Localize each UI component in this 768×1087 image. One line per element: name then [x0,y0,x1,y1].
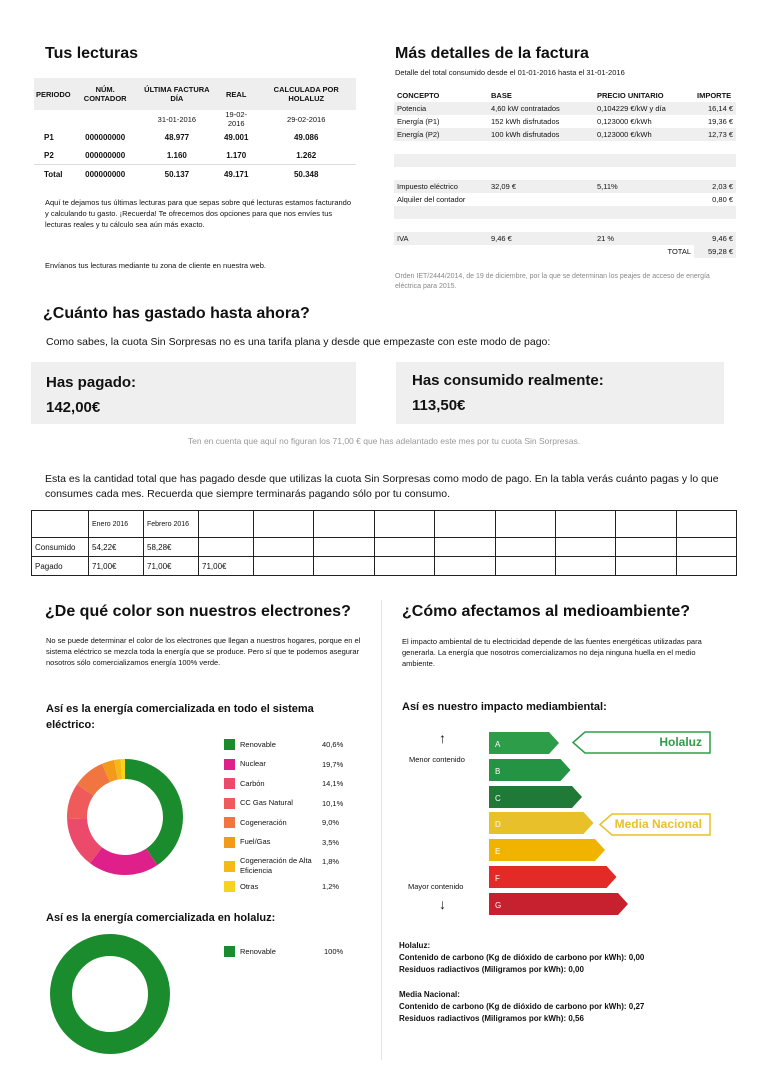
table-cell: 9,46 € [694,232,736,245]
gastado-text: Esta es la cantidad total que has pagado desde que utilizas la cuota Sin Sorpresas como modo de pago. En la tabla verás cuánto pagas y lo que consumes cada mes. Recuerda que siempre terminarás pagando sólo por tu consumo. [45,473,719,500]
pay-header-row [32,511,737,538]
lecturas-dates-row [34,110,356,128]
table-cell: Total [34,165,73,184]
energy-bar-shape [489,786,582,808]
electrones-text: No se puede determinar el color de los electrones que llegan a nuestros hogares, porque en el sistema eléctrico se mezcla toda la energía que se produce. Pero sí que te podemos asegurar nosotros sólo comercializamos energía 100% verde. [46,636,361,667]
holaluz-footprint [399,940,644,976]
spacer-row [394,219,736,232]
table-cell [555,557,615,576]
table-cell: 16,14 € [694,102,736,115]
arrow-up-icon: ↑ [439,730,446,746]
legend-label: Carbón [240,778,265,788]
header-cell: PRECIO UNITARIO [597,90,664,100]
table-cell: IVA [394,232,488,245]
table-cell: 50.137 [138,165,216,184]
legend-value: 40,6% [322,740,344,749]
table-row [394,232,736,245]
table-row [394,193,736,206]
table-cell [555,538,615,557]
month-cell: Febrero 2016 [144,511,199,538]
legend-item [224,798,312,809]
table-row [394,102,736,115]
table-cell [435,538,495,557]
sistema-donut-chart [60,752,190,882]
legend-label: Cogeneración de Alta Eficiencia [240,856,312,875]
pagado-row [32,557,737,576]
lecturas-note-web: Envíanos tus lecturas mediante tu zona de cliente en nuestra web. [45,261,266,270]
table-cell [32,511,89,538]
gastado-note: Ten en cuenta que aquí no figuran los 71,00 € que has adelantado este mes por tu cuota Sin Sorpresas. [187,436,581,446]
media-head: Media Nacional: [399,990,460,999]
table-cell: 100 kWh disfrutados [488,128,594,141]
detalles-subtitle: Detalle del total consumido desde el 01-01-2016 hasta el 31-01-2016 [395,68,625,77]
date-cell: 29-02-2016 [287,114,326,124]
table-cell: 19,36 € [694,115,736,128]
table-row [394,115,736,128]
date-cell [73,110,138,128]
table-cell: 48.977 [164,132,190,142]
table-cell [616,511,676,538]
legend-item [224,739,312,750]
legend-label: Cogeneración [240,817,287,827]
legend-value: 14,1% [322,779,344,788]
table-cell [676,511,736,538]
table-cell: 5,11% [594,180,694,193]
energy-bar-letter: B [495,766,501,776]
legend-value: 9,0% [322,818,340,827]
header-cell: IMPORTE [697,90,732,100]
legend-swatch [224,817,235,828]
table-cell: 0,123000 €/kWh [594,115,694,128]
energy-bar-e [489,839,607,861]
energy-bar-letter: G [495,900,502,910]
table-cell [495,557,555,576]
month-cell: Enero 2016 [89,511,144,538]
table-cell: 0,80 € [694,193,736,206]
table-cell [676,557,736,576]
table-cell: 000000000 [85,132,126,142]
spacer-row [394,141,736,154]
media-tag: Media Nacional [614,817,702,831]
media-carbon: Contenido de carbono (Kg de dióxido de carbono por kWh): 0,27 [399,1002,645,1011]
pie-slice-nuclear [90,847,157,875]
table-row [34,165,356,184]
lecturas-note: Aquí te dejamos tus últimas lecturas para que sepas sobre qué lecturas estamos facturando y calculando tu gasto. ¡Recuerda! Te ofrecemos dos opciones para que nos envíes tus lecturas reales y tu cálculo sea aún más exacto. [45,198,352,229]
table-cell: Energía (P1) [394,115,488,128]
legend-label: Renovable [240,946,276,956]
pagado-label: Has pagado: [46,374,137,391]
media-footprint [399,989,644,1025]
table-cell: 71,00€ [89,557,144,576]
energy-bar-letter: D [495,820,501,830]
table-cell [254,511,314,538]
legend-item [224,946,312,957]
energy-bar-shape [489,866,617,888]
header-cell: PERIODO [34,78,73,110]
consumido-row [32,538,737,557]
table-cell: 71,00€ [199,557,254,576]
legend-item [224,881,312,892]
legend-value: 10,1% [322,798,344,808]
pie-slice-renovable [125,759,183,865]
energy-bar-shape [489,812,594,834]
legend-item [224,817,312,828]
table-cell: Energía (P2) [394,128,488,141]
pagado-box [31,362,356,424]
table-cell: 000000000 [73,165,138,184]
table-cell [254,557,314,576]
table-cell: Potencia [394,102,488,115]
lecturas-title: Tus lecturas [45,45,139,62]
legend-value: 1,8% [322,857,340,866]
energy-bar-g [489,893,630,915]
date-cell [34,110,73,128]
legend-label: Otras [240,881,259,891]
header-cell: ÚLTIMA FACTURA DÍA [138,78,216,110]
energy-bar-letter: F [495,874,500,883]
arrow-down-icon: ↓ [439,896,446,912]
legend-swatch [224,861,235,872]
energy-bar-a [489,732,561,754]
table-cell: 54,22€ [89,538,144,557]
energy-bar-d [489,812,596,834]
table-cell [374,557,434,576]
table-cell [314,557,374,576]
legend-label: Fuel/Gas [240,837,271,846]
gastado-title: ¿Cuánto has gastado hasta ahora? [43,305,310,322]
spacer-row [394,167,736,180]
table-cell: 49.086 [293,132,319,142]
energy-bar-shape [489,839,605,861]
energy-bar-shape [489,759,571,781]
table-cell: 49.171 [216,165,257,184]
table-cell: 000000000 [85,150,126,160]
table-row [394,128,736,141]
table-cell: 0,104229 €/kW y día [594,102,694,115]
table-cell [314,538,374,557]
media-residuos: Residuos radiactivos (Miligramos por kWh): 0,56 [399,1014,584,1023]
table-cell: P1 [44,132,54,142]
table-cell [435,557,495,576]
table-cell: Alquiler del contador [394,193,694,206]
pagado-value: 142,00€ [46,399,101,416]
legend-value: 3,5% [322,837,340,847]
legend-swatch [224,946,235,957]
table-cell [254,538,314,557]
legend-item [224,837,312,848]
table-cell: 50.348 [256,165,356,184]
table-cell [314,511,374,538]
holaluz-residuos: Residuos radiactivos (Miligramos por kWh): 0,00 [399,965,584,974]
table-cell: 1.262 [296,150,317,160]
table-cell [616,538,676,557]
table-cell [435,511,495,538]
lecturas-table [34,78,356,183]
spacer-row [394,206,736,219]
holaluz-tag: Holaluz [659,735,702,749]
table-cell: 1.160 [166,150,187,160]
consumido-box [396,362,724,424]
table-cell [374,511,434,538]
energy-bar-letter: A [495,740,501,749]
table-cell [555,511,615,538]
medioambiente-text: El impacto ambiental de tu electricidad depende de las fuentes energéticas utilizadas para generarla. La energía que nosotros comercializamos no deja ninguna huella en el medio ambiente. [402,637,702,668]
table-cell: 32,09 € [488,180,594,193]
legend-swatch [224,778,235,789]
date-cell: 19-02-2016 [225,110,248,128]
header-cell: REAL [216,78,257,110]
table-cell: Impuesto eléctrico [394,180,488,193]
impacto-title: Así es nuestro impacto mediambiental: [402,701,607,713]
table-cell: 152 kWh disfrutados [488,115,594,128]
sistema-title: Así es la energía comercializada en todo el sistema eléctrico: [46,703,314,731]
legend-swatch [224,881,235,892]
table-cell: 1.170 [226,150,247,160]
total-row [394,245,736,258]
table-cell: 71,00€ [144,557,199,576]
electrones-title: ¿De qué color son nuestros electrones? [45,603,351,620]
spacer-row [394,154,736,167]
pie-slice-renovable [61,945,159,1043]
table-cell: 0,123000 €/kWh [594,128,694,141]
legend-swatch [224,837,235,848]
header-cell: CONCEPTO [397,90,440,100]
mayor-label: Mayor contenido [408,882,464,891]
energy-bar-b [489,759,573,781]
table-row [34,128,356,146]
table-cell: 58,28€ [144,538,199,557]
table-cell [374,538,434,557]
table-cell: P2 [44,150,54,160]
menor-label: Menor contenido [409,755,465,764]
table-cell [495,538,555,557]
detalles-footnote: Orden IET/2444/2014, de 19 de diciembre, por la que se determinan los peajes de acceso de energía eléctrica para 2015. [395,273,710,290]
row-label: Consumido [32,538,89,557]
legend-value: 100% [324,947,344,956]
legend-swatch [224,739,235,750]
holaluz-carbon: Contenido de carbono (Kg de dióxido de carbono por kWh): 0,00 [399,953,645,962]
detalles-header-row [394,88,736,102]
legend-swatch [224,759,235,770]
legend-label: CC Gas Natural [240,798,293,807]
table-cell [199,511,254,538]
legend-item [224,778,312,789]
pay-table [31,510,737,576]
date-cell: 31-01-2016 [157,114,197,124]
table-cell [199,538,254,557]
header-cell: NÚM. CONTADOR [73,78,138,110]
energy-bar-f [489,866,619,888]
legend-label: Renovable [240,739,276,749]
energy-bar-letter: E [495,847,501,857]
table-cell [676,538,736,557]
energy-bar-shape [489,893,628,915]
lecturas-header-row [34,78,356,110]
row-label: Pagado [32,557,89,576]
holaluz-donut-chart [35,932,185,1057]
table-cell: 21 % [594,232,694,245]
legend-value: 1,2% [322,882,340,891]
table-cell: 49.001 [223,132,249,142]
holaluz-head: Holaluz: [399,941,431,950]
consumido-label: Has consumido realmente: [412,372,604,389]
legend-label: Nuclear [240,759,266,768]
table-row [394,180,736,193]
legend-item [224,856,312,876]
energy-bar-letter: C [495,793,501,803]
table-cell: 4,60 kW contratados [488,102,594,115]
table-cell [495,511,555,538]
gastado-intro: Como sabes, la cuota Sin Sorpresas no es una tarifa plana y desde que empezaste con este modo de pago: [46,336,551,348]
legend-item [224,759,312,770]
table-cell: 9,46 € [488,232,594,245]
medioambiente-title: ¿Cómo afectamos al medioambiente? [402,603,691,620]
total-value: 59,28 € [694,245,736,258]
table-row [34,146,356,165]
column-divider [381,600,382,1060]
legend-swatch [224,798,235,809]
header-cell: CALCULADA POR HOLALUZ [256,78,356,110]
holaluz-energy-title: Así es la energía comercializada en holaluz: [46,912,276,924]
total-label: TOTAL [594,245,694,258]
consumido-value: 113,50€ [412,397,466,414]
energy-bar-c [489,786,584,808]
table-cell: 12,73 € [694,128,736,141]
detalles-table [394,88,736,258]
detalles-title: Más detalles de la factura [395,45,589,62]
header-cell: BASE [491,90,512,100]
legend-value: 19,7% [322,759,344,769]
table-cell [616,557,676,576]
table-cell: 2,03 € [694,180,736,193]
